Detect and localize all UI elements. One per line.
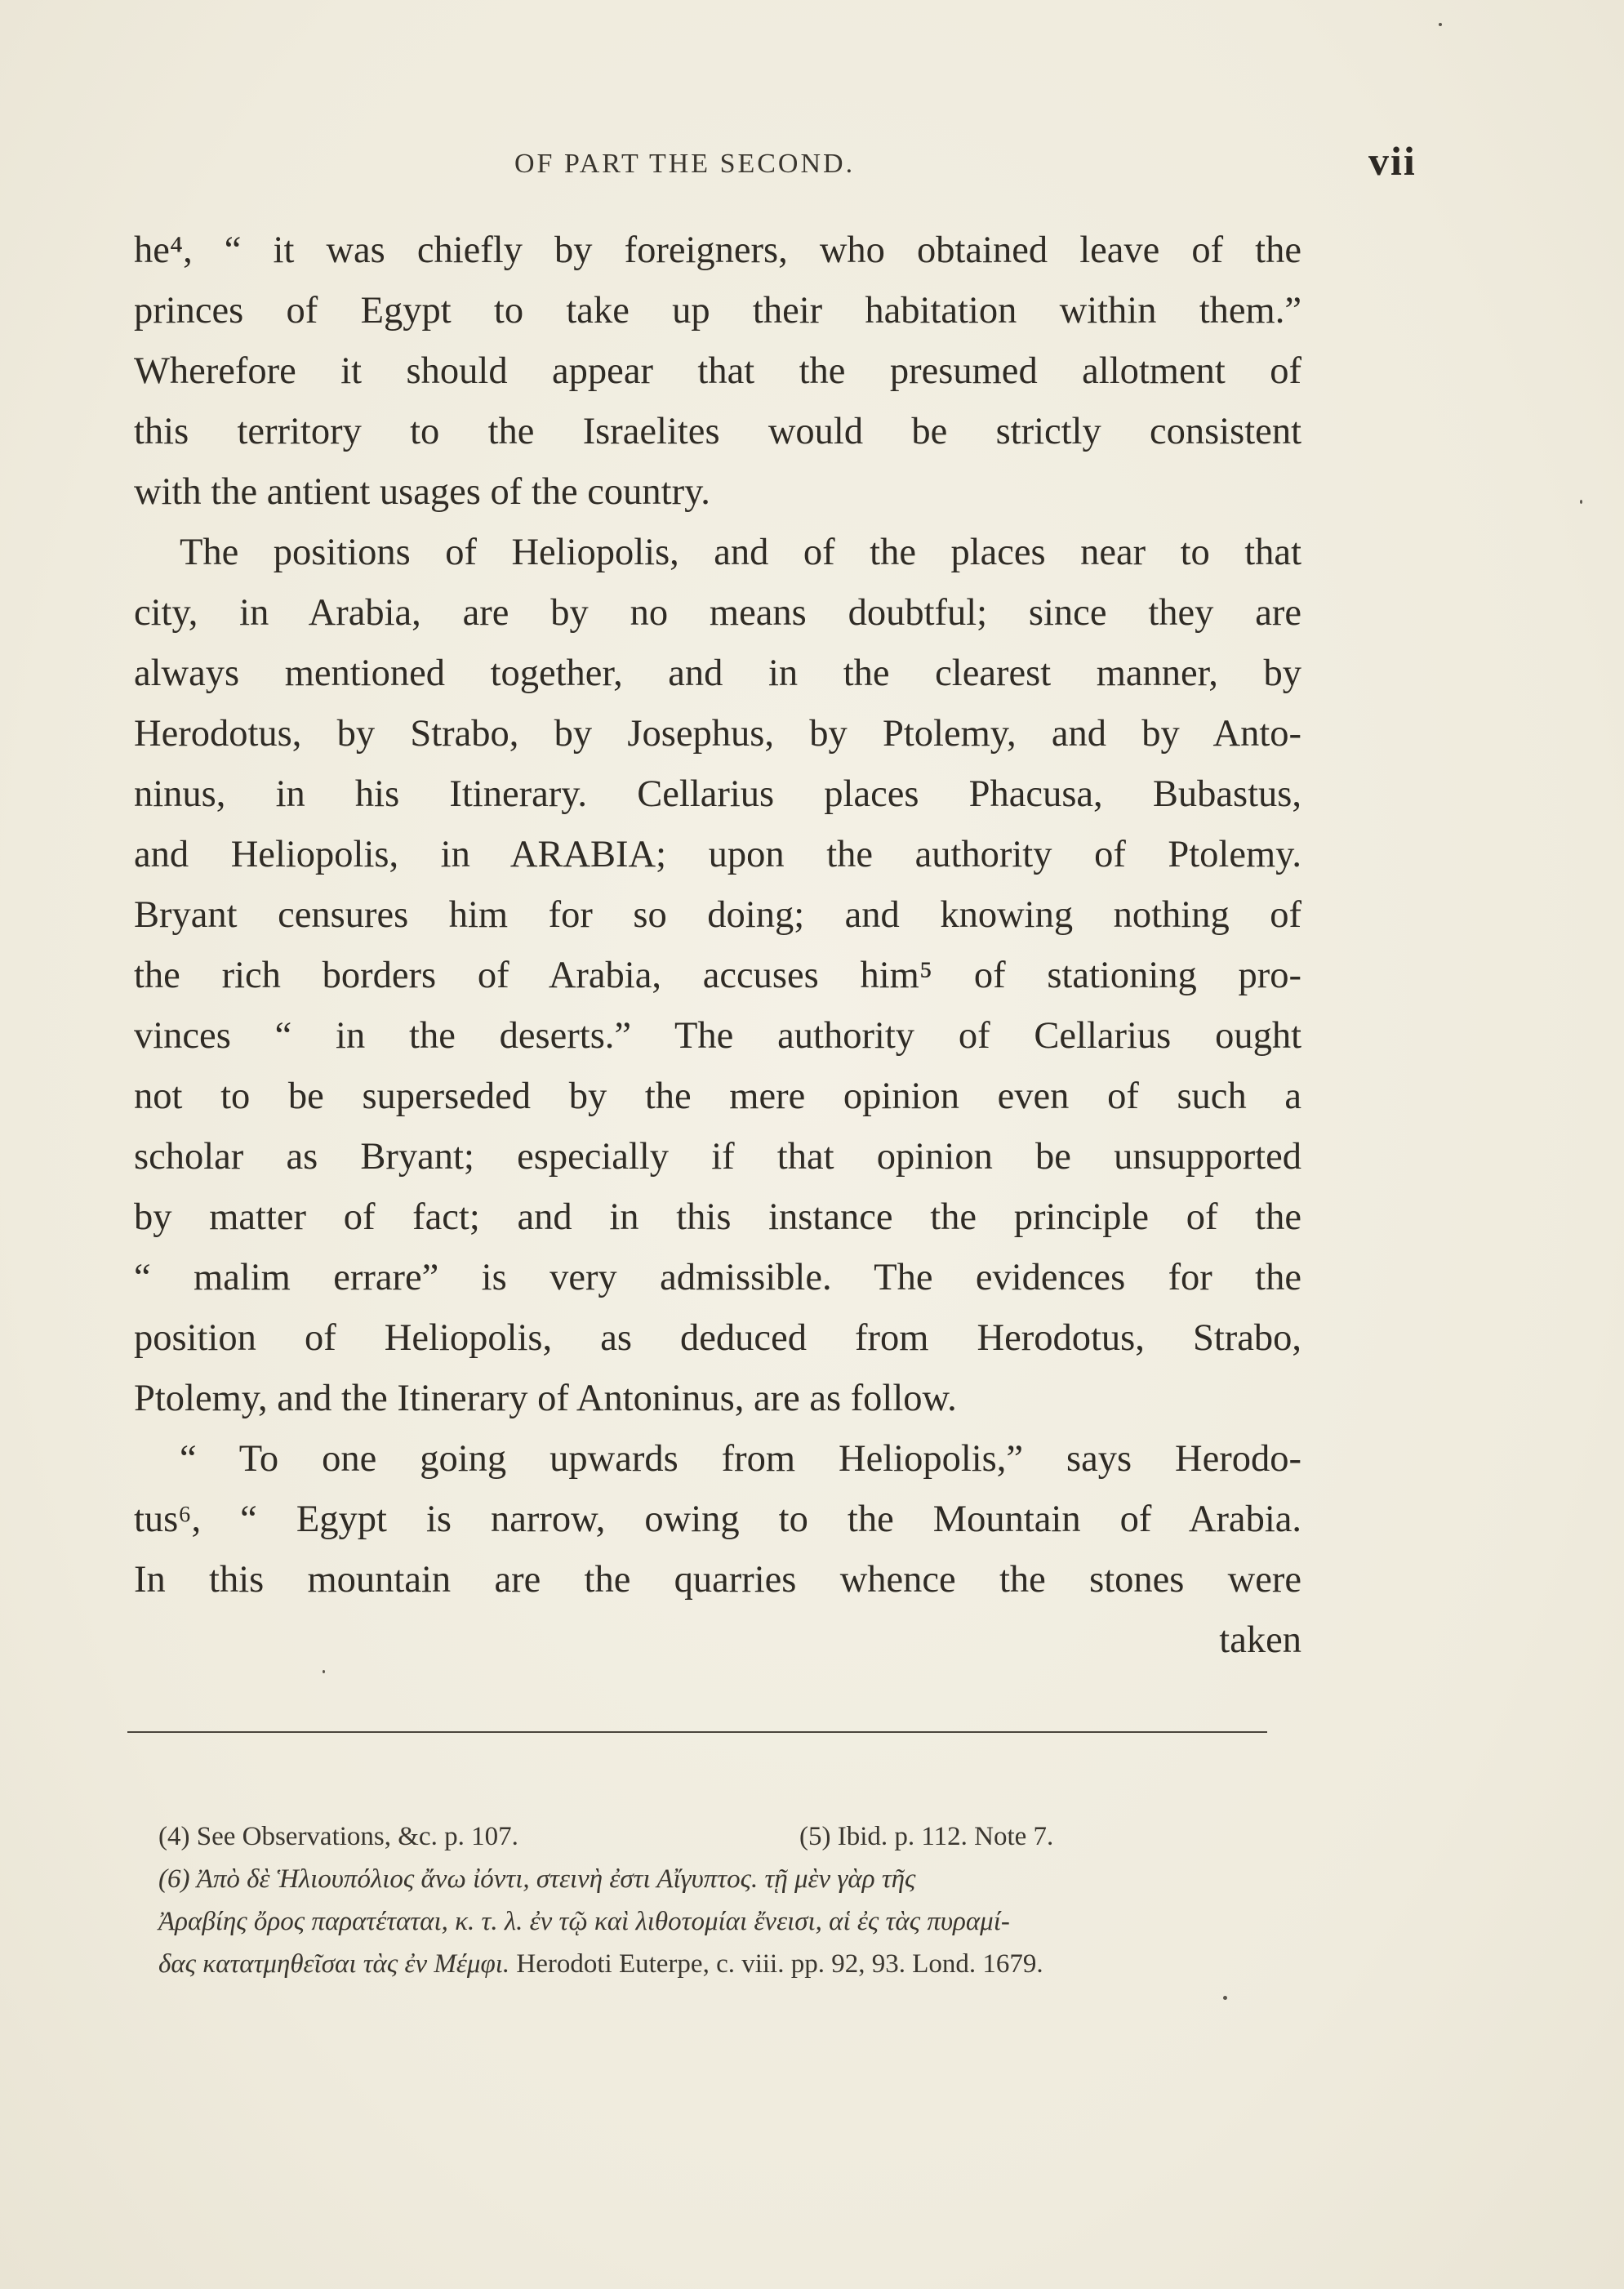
paper-speck <box>1223 1996 1227 2000</box>
text-line: tus⁶, “ Egypt is narrow, owing to the Mountain of Arabia. <box>134 1499 1301 1540</box>
footnote-rule <box>127 1731 1267 1733</box>
text-line: ninus, in his Itinerary. Cellarius places Phacusa, Bubastus, <box>134 773 1301 815</box>
paper-speck <box>323 1670 325 1673</box>
text-line: always mentioned together, and in the clearest manner, by <box>134 652 1301 694</box>
text-line: by matter of fact; and in this instance the principle of the <box>134 1196 1301 1238</box>
paper-speck <box>1580 500 1582 504</box>
text-line: Ptolemy, and the Itinerary of Antoninus, are as follow. <box>134 1378 957 1419</box>
page-number: vii <box>1368 138 1417 184</box>
text-line: and Heliopolis, in ARABIA; upon the authority of Ptolemy. <box>134 834 1301 875</box>
text-line: not to be superseded by the mere opinion even of such a <box>134 1075 1301 1117</box>
catchword: taken <box>1219 1619 1301 1661</box>
footnote-4: (4) See Observations, &c. p. 107. <box>158 1822 518 1851</box>
text-line: city, in Arabia, are by no means doubtful; since they are <box>134 592 1301 634</box>
footnote-6-greek: δας κατατμηθεῖσαι τὰς ἐν Μέμφι. <box>158 1949 510 1979</box>
footnote-6-line-3 <box>158 1942 1043 1986</box>
text-line: position of Heliopolis, as deduced from Herodotus, Strabo, <box>134 1317 1301 1359</box>
text-line: “ malim errare” is very admissible. The evidences for the <box>134 1257 1301 1298</box>
footnote-5: (5) Ibid. p. 112. Note 7. <box>799 1822 1054 1851</box>
footnote-6-citation: Herodoti Euterpe, c. viii. pp. 92, 93. Lond. 1679. <box>516 1949 1043 1979</box>
text-line: the rich borders of Arabia, accuses him⁵ of stationing pro- <box>134 955 1301 996</box>
text-line: The positions of Heliopolis, and of the places near to that <box>180 532 1301 573</box>
text-line: this territory to the Israelites would be strictly consistent <box>134 411 1301 452</box>
footnote-6-line-1: (6) Ἀπὸ δὲ Ἡλιουπόλιος ἄνω ἰόντι, στεινὴ ἐστι Αἴγυπτος. τῇ μὲν γὰρ τῆς <box>158 1864 916 1894</box>
text-line: In this mountain are the quarries whence the stones were <box>134 1559 1301 1601</box>
footnote-row <box>158 1815 1301 1859</box>
text-line: with the antient usages of the country. <box>134 471 710 513</box>
running-title: OF PART THE SECOND. <box>514 149 856 179</box>
text-line: Herodotus, by Strabo, by Josephus, by Ptolemy, and by Anto- <box>134 713 1301 755</box>
text-line: Bryant censures him for so doing; and knowing nothing of <box>134 894 1301 936</box>
text-line: “ To one going upwards from Heliopolis,” says Herodo- <box>180 1438 1301 1480</box>
text-line: princes of Egypt to take up their habitation within them.” <box>134 290 1301 332</box>
paper-speck <box>1439 23 1442 26</box>
text-line: he⁴, “ it was chiefly by foreigners, who obtained leave of the <box>134 229 1301 271</box>
text-line: scholar as Bryant; especially if that opinion be unsupported <box>134 1136 1301 1178</box>
text-line: Wherefore it should appear that the presumed allotment of <box>134 350 1301 392</box>
text-line: vinces “ in the deserts.” The authority of Cellarius ought <box>134 1015 1301 1057</box>
footnote-6-line-2: Ἀραβίης ὄρος παρατέταται, κ. τ. λ. ἐν τῷ καὶ λιθοτομίαι ἔνεισι, αἱ ἐς τὰς πυραμί- <box>158 1907 1010 1936</box>
